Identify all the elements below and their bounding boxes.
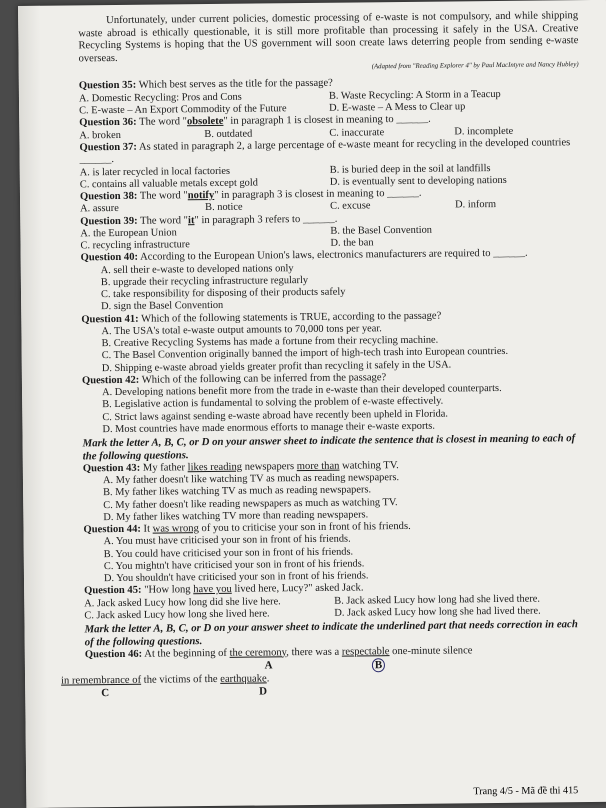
- option-b[interactable]: B. the Basel Convention: [330, 224, 433, 237]
- option-c[interactable]: C. You mightn't have criticised your son in front of his friends.: [103, 558, 365, 572]
- question-number: Question 46:: [84, 648, 143, 660]
- option-d[interactable]: D. the ban: [330, 237, 374, 249]
- question-text-tail: of you to criticise your son in front of his friends.: [198, 520, 411, 535]
- option-b[interactable]: B. Jack asked Lucy how long had she lived there.: [334, 593, 541, 607]
- option-a[interactable]: A. Domestic Recycling: Pros and Cons: [78, 91, 242, 105]
- option-a[interactable]: A. broken: [79, 129, 121, 141]
- question-text: "How long: [144, 584, 194, 596]
- question-text: It: [143, 523, 153, 535]
- option-c[interactable]: C. take responsibility for disposing of their products safely: [100, 286, 346, 301]
- underlined-phrase: likes reading: [187, 461, 243, 473]
- option-b[interactable]: B. outdated: [204, 128, 253, 140]
- question-keyword: obsolete: [186, 116, 224, 128]
- option-c[interactable]: C. Jack asked Lucy how long she lived here.: [84, 608, 270, 622]
- question-text: Which of the following statements is TRUE, according to the passage?: [141, 310, 442, 325]
- underlined-phrase: more than: [296, 460, 340, 472]
- question-39: [80, 211, 580, 253]
- option-d[interactable]: D. You shouldn't have criticised your son in front of his friends.: [103, 570, 369, 585]
- question-35: [79, 76, 579, 118]
- underlined-part-a[interactable]: the ceremony: [229, 646, 287, 659]
- option-d[interactable]: D. E-waste – A Mess to Clear up: [329, 101, 466, 114]
- question-text-tail: " in paragraph 1 is closest in meaning to ______.: [223, 113, 431, 128]
- question-number: Question 38:: [79, 190, 138, 203]
- question-text-tail: " in paragraph 3 is closest in meaning to ______.: [214, 187, 422, 201]
- option-b[interactable]: B. Legislative action is fundamental to solving the problem of e-waste effectively.: [102, 396, 444, 411]
- option-a[interactable]: A. You must have criticised your son in front of his friends.: [103, 533, 351, 548]
- section-instruction: Mark the letter A, B, C, or D on your answer sheet to indicate the sentence that is closest in meaning to each of the following questions.: [82, 432, 576, 463]
- question-text-mid: , there was a: [286, 646, 342, 658]
- question-text: Which best serves as the title for the passage?: [138, 78, 333, 92]
- question-number: Question 45:: [84, 584, 142, 597]
- option-b[interactable]: B. You could have criticised your son in front of his friends.: [103, 546, 354, 560]
- option-a[interactable]: A. is later recycled in local factories: [79, 165, 231, 178]
- passage-paragraph: Unfortunately, under current policies, domestic processing of e-waste is not compulsory, and while shipping waste abroad is ethically questionable, it is still more profitable than processing it safely in the USA. Creative Recycling Systems is hoping that the US government will soon create laws deterring people from sending e-waste overseas.: [78, 10, 579, 65]
- option-c[interactable]: C. excuse: [330, 200, 371, 213]
- option-b[interactable]: B. My father likes watching TV as much as reading newspapers.: [103, 484, 372, 499]
- question-text: As stated in paragraph 2, a large percentage of e-waste meant for recycling in the developed countries ______.: [79, 137, 571, 166]
- question-41: [81, 309, 582, 375]
- question-text: The word ": [139, 116, 188, 128]
- passage-source: (Adapted from "Reading Explorer 4" by Paul MacIntyre and Nancy Hubley): [371, 61, 579, 71]
- mark-b: B: [372, 658, 385, 672]
- underlined-part-b[interactable]: respectable: [341, 645, 390, 658]
- option-d[interactable]: D. My father likes watching TV more than reading newspapers.: [103, 509, 369, 523]
- option-b[interactable]: B. notice: [205, 202, 243, 214]
- question-37: [79, 137, 579, 191]
- question-text-tail: lived here, Lucy?" asked Jack.: [231, 582, 364, 595]
- question-38: [80, 186, 580, 216]
- option-a[interactable]: A. sell their e-waste to developed nations only: [100, 262, 294, 276]
- question-text-tail: " in paragraph 3 refers to ______.: [194, 213, 338, 226]
- option-b[interactable]: B. upgrade their recycling infrastructure regularly: [100, 275, 309, 289]
- question-number: Question 44:: [83, 523, 141, 536]
- question-number: Question 39:: [80, 215, 138, 227]
- underlined-phrase: was wrong: [152, 523, 199, 535]
- question-number: Question 42:: [81, 374, 140, 387]
- question-text-mid: newspapers: [241, 460, 297, 473]
- option-d[interactable]: D. inform: [455, 199, 497, 211]
- question-text-end: .: [266, 673, 270, 685]
- mark-c: C: [101, 687, 110, 700]
- option-d[interactable]: D. sign the Basel Convention: [101, 300, 224, 313]
- question-text: According to the European Union's laws, electronics manufacturers are required to ______.: [140, 248, 528, 264]
- option-c[interactable]: C. recycling infrastructure: [80, 239, 190, 252]
- option-a[interactable]: A. assure: [80, 203, 119, 215]
- question-40: [81, 248, 582, 314]
- option-a[interactable]: A. The USA's total e-waste output amounts to 70,000 tons per year.: [101, 323, 382, 338]
- question-42: [82, 370, 583, 436]
- question-44: [83, 519, 584, 585]
- question-46: [61, 644, 586, 700]
- question-number: Question 41:: [81, 313, 139, 326]
- option-a[interactable]: A. Jack asked Lucy how long did she live here.: [84, 595, 281, 609]
- option-d[interactable]: D. Shipping e-waste abroad yields greater profit than recycling it safely in the USA.: [101, 359, 452, 374]
- option-c[interactable]: C. E-waste – An Export Commodity of the Future: [79, 103, 287, 117]
- underlined-part-c[interactable]: in remembrance of: [61, 674, 142, 687]
- question-keyword: notify: [187, 189, 215, 202]
- underlined-phrase: have you: [193, 583, 232, 596]
- question-number: Question 36:: [79, 116, 137, 129]
- mark-a: A: [264, 659, 273, 672]
- exam-content: [61, 10, 585, 700]
- question-text: the victims of the: [141, 673, 221, 686]
- mark-d: D: [259, 685, 268, 698]
- question-number: Question 43:: [82, 462, 141, 475]
- section-instruction: Mark the letter A, B, C, or D on your answer sheet to indicate the underlined part that needs correction in each of the following questions.: [84, 618, 578, 649]
- option-a[interactable]: A. My father doesn't like watching TV as much as reading newspapers.: [102, 472, 400, 487]
- question-45: [84, 580, 584, 622]
- option-d[interactable]: D. Most countries have made enormous efforts to manage their e-waste exports.: [102, 420, 435, 436]
- option-a[interactable]: A. Developing nations benefit more from the trade in e-waste than their developed counterparts.: [101, 383, 502, 399]
- question-keyword: it: [187, 214, 195, 226]
- exam-sheet: [18, 0, 606, 808]
- underlined-part-d[interactable]: earthquake: [220, 673, 267, 685]
- option-d[interactable]: D. incomplete: [454, 125, 514, 138]
- option-c[interactable]: C. inaccurate: [329, 126, 385, 139]
- option-c[interactable]: C. Strict laws against sending e-waste abroad have recently been upheld in Florida.: [102, 408, 449, 423]
- option-c[interactable]: C. My father doesn't like reading newspapers as much as watching TV.: [103, 496, 398, 511]
- question-text: At the beginning of: [144, 647, 230, 660]
- question-text: The word ": [139, 190, 188, 202]
- page-footer: Trang 4/5 - Mã đề thi 415: [473, 785, 579, 798]
- question-text: Which of the following can be inferred from the passage?: [141, 372, 387, 386]
- option-c[interactable]: C. The Basel Convention originally banned the import of high-tech trash into European countries.: [101, 346, 509, 362]
- option-b[interactable]: B. is buried deep in the soil at landfills: [329, 162, 491, 176]
- option-c[interactable]: C. contains all valuable metals except gold: [79, 177, 258, 191]
- question-text-tail: one-minute silence: [389, 644, 473, 657]
- question-number: Question 37:: [79, 141, 137, 154]
- sheet-edge-shadow: [18, 6, 48, 808]
- question-number: Question 40:: [80, 252, 139, 264]
- question-text-tail: watching TV.: [339, 459, 399, 472]
- option-b[interactable]: B. Creative Recycling Systems has made a fortune from their recycling machine.: [101, 334, 439, 350]
- option-d[interactable]: D. Jack asked Lucy how long she had lived there.: [334, 605, 541, 619]
- option-d[interactable]: D. is eventually sent to developing nations: [329, 174, 507, 188]
- question-text: The word ": [140, 214, 189, 227]
- question-text: My father: [142, 461, 188, 474]
- option-a[interactable]: A. the European Union: [80, 227, 177, 240]
- question-number: Question 35:: [78, 80, 137, 92]
- option-b[interactable]: B. Waste Recycling: A Storm in a Teacup: [328, 88, 501, 102]
- question-43: [83, 458, 584, 524]
